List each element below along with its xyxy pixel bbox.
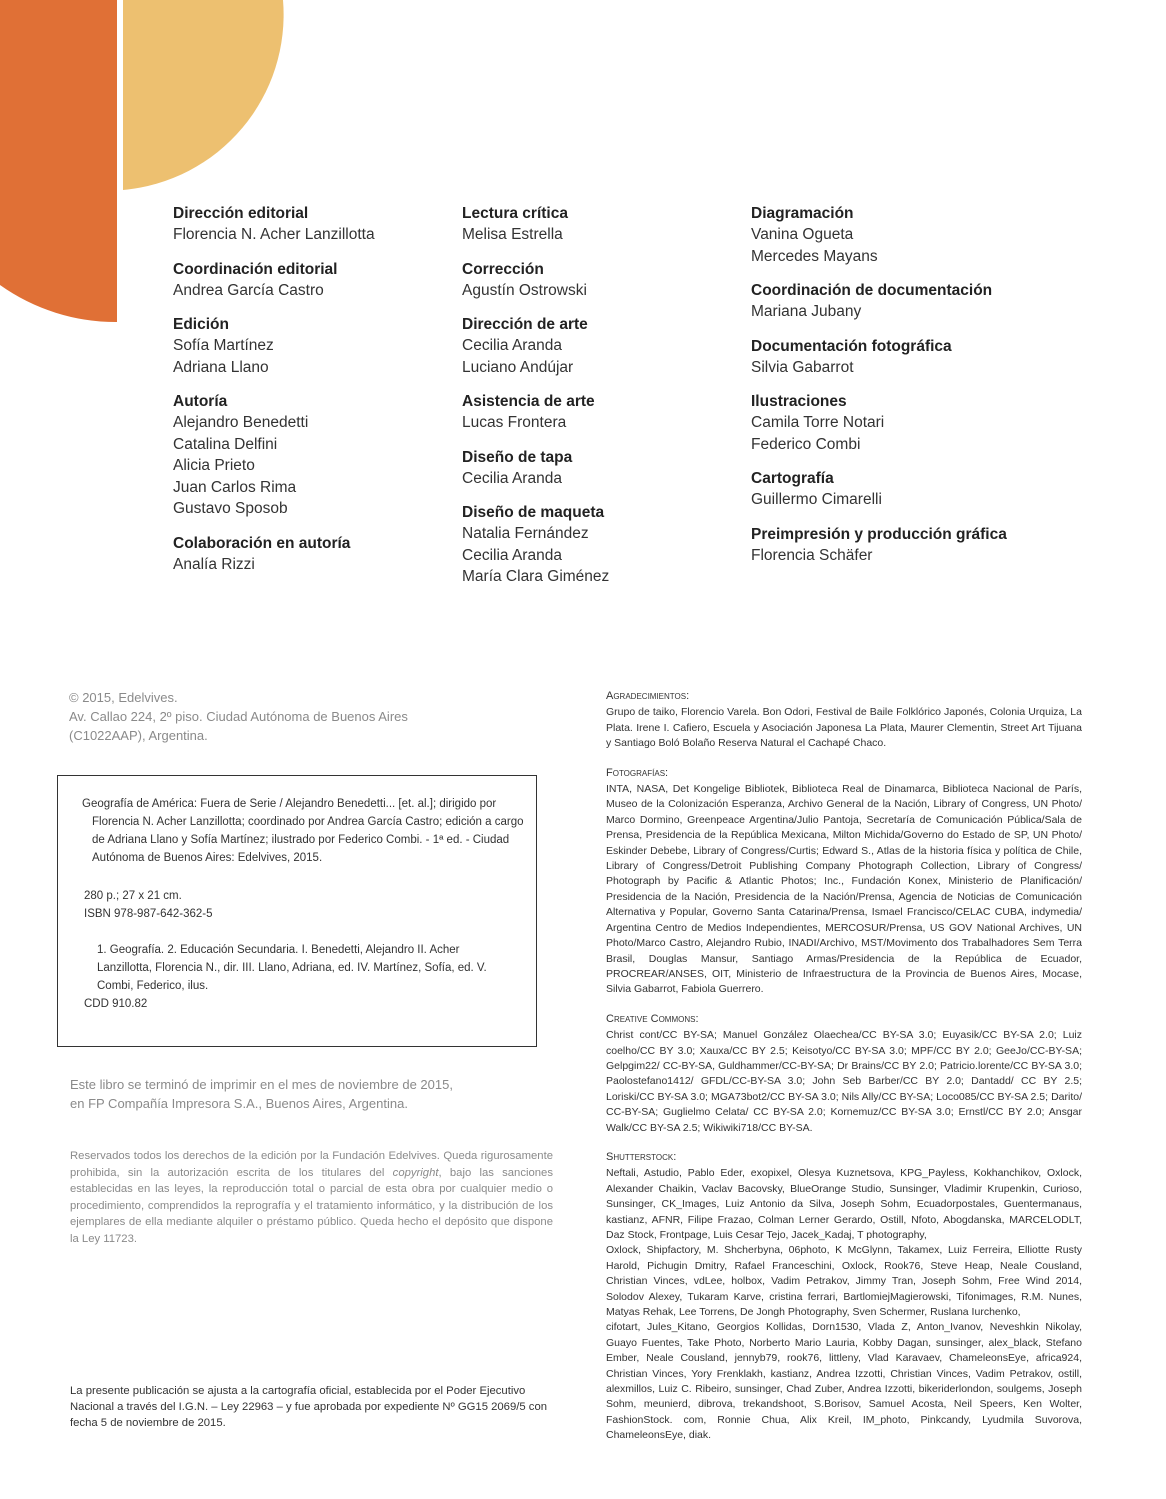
credit-role: Documentación fotográfica [751,337,952,355]
credit-role: Lectura crítica [462,205,568,222]
credit-name: Adriana Llano [173,358,269,376]
copyright-block [69,688,408,745]
credit-role: Preimpresión y producción gráfica [751,525,1007,543]
credit-role: Asistencia de arte [462,393,595,410]
section-heading: Shutterstock: [606,1150,677,1163]
catalog-cdd: CDD 910.82 [84,998,148,1010]
credits-column-3 [751,203,1051,579]
address-line: Av. Callao 224, 2º piso. Ciudad Autónoma de Buenos Aires [69,709,408,724]
section-heading: Creative Commons: [606,1012,699,1025]
credit-group [751,280,1051,323]
credit-name: Luciano Andújar [462,358,574,376]
credit-name: Vanina Ogueta [751,226,854,243]
rights-text-2: , bajo las sanciones establecidas en las leyes, la reproducción total o parcial de esta obra por cualquier medio o procedimiento, comprendidos la reprografía y el tratamiento informático, y la distribución de los ejemplares de ella mediante alquiler o préstamo público. Queda hecho el depósito que dispone la Ley 11723. [70,1166,553,1245]
credit-name: Federico Combi [751,435,861,453]
credit-role: Corrección [462,260,544,278]
credit-name: Lucas Frontera [462,414,567,431]
yellow-quarter-disc [123,0,284,190]
credit-group [462,391,742,434]
credit-group [173,203,453,246]
section-body: Christ cont/CC BY-SA; Manuel González Olaechea/CC BY-SA 3.0; Euyasik/CC BY-SA 2.0; Luiz coelho/CC BY 3.0; Xauxa/CC BY 2.5; Keisotyo/CC BY-SA 3.0; MPF/CC BY 2.0; GeeJo/CC-BY-SA; Gelpgim22/ CC-BY-SA, Guldhammer/CC-BY-SA; Dr Brains/CC BY 2.0; Patricio.lorente/CC BY-SA 3.0; Paolostefano1412/ GFDL/CC-BY-SA 3.0; John Seb Barber/CC BY 2.0; Dantadd/ CC BY 2.5; Loriski/CC BY-SA 3.0; MGA73bot2/CC BY-SA 3.0; Nils Ally/CC BY-SA; Loco085/CC BY-SA 2.5; Darito/ CC-BY-SA; Guglielmo Celata/ CC BY-SA 2.0; Kornemuz/CC BY-SA 3.0; Ernstl/CC BY 2.0; Ansgar Walk/CC BY-SA 2.5; Wikiwiki718/CC BY-SA. [606,1029,1082,1134]
credit-name: Florencia N. Acher Lanzillotta [173,226,375,243]
section-heading: Fotografías: [606,766,669,779]
copyright-line: © 2015, Edelvives. [69,690,178,705]
credit-role: Coordinación de documentación [751,282,993,299]
credit-group [462,502,742,588]
orange-half-disc [0,0,117,322]
credit-group [462,203,742,246]
section-body: cifotart, Jules_Kitano, Georgios Kollidas, Dorn1530, Vlada Z, Anton_Ivanov, Neveshkin Nikolay, Guayo Fuentes, Take Photo, Norberto Mario Lauria, Kobby Dagan, sunsinger, alex_black, Stefano Ember, Neale Cousland, jennyb79, rook76, littleny, Vlad Karavaev, ChameleonsEye, africa924, Christian Vinces, Yory Frenklakh, kastianz, Andrea Izzotti, Christian Vinces, Vadim Petrakov, ostill, alexmillos, Luiz C. Ribeiro, sunsinger, Chad Zuber, Andrea Izzotti, bikeriderlondon, soulgems, Joseph Sohm, meunierd, dibrova, trekandshoot, S.Borisov, Samuel Acosta, Neil Speers, Ken Wolter, FashionStock. com, Ronnie Chua, Alix Kreil, IM_photo, Pinkcandy, Lyudmila Suvorova, ChameleonsEye, diak. [606,1321,1082,1442]
credit-group [751,468,1051,511]
section-body: Grupo de taiko, Florencio Varela. Bon Odori, Festival de Baile Folklórico Japonés, Colonia Urquiza, La Plata. Irene I. Cafiero, Escuela y Asociación Japonesa La Plata, Maurer Clementin, Street Art Tijuana y Santiago Boló Bolaño Reserva Natural el Cachapé Chaco. [606,706,1082,750]
credit-role: Coordinación editorial [173,260,338,278]
credit-role: Edición [173,316,229,333]
credit-group [173,533,453,576]
credit-name: Natalia Fernández [462,525,589,542]
credit-name: Gustavo Sposob [173,500,288,517]
section-body: Neftali, Astudio, Pablo Eder, exopixel, Olesya Kuznetsova, KPG_Payless, Kokhanchikov, Oxlock, Alexander Chaikin, Vaclav Bacovsky, BlueOrange Studio, Sunsinger, Vladimir Krupenkin, Curioso, Sunsinger, CK_Images, Luiz Antonio da Silva, Joseph Sohm, Ecuadorpostales, Guentermanaus, kastianz, AFNR, Filipe Frazao, Colman Lerner Gerardo, Ostill, Nfoto, Abogdanska, MARCELODLT, Daz Stock, Frontpage, Luis Cesar Tejo, Jacek_Kadaj, T photography, [606,1167,1082,1241]
credit-group [462,314,742,378]
credit-group [173,314,453,378]
credit-role: Dirección de arte [462,316,588,333]
credits-column-1 [173,203,453,588]
shutterstock-section [606,1150,1082,1444]
credit-role: Diseño de tapa [462,448,573,466]
agradecimientos-section [606,689,1082,752]
section-body: INTA, NASA, Det Kongelige Bibliotek, Biblioteca Real de Dinamarca, Biblioteca Nacional de París, Museo de la Colonización Esperanza, Archivo General de la Nación, Library of Congress, UN Photo/ Marco Dormino, Greenpeace Argentina/Julio Pantoja, Secretaría de Comunicación Pública/Sala de Prensa, Presidencia de la República Mexicana, Milton Michida/Governo do Estado de SP, UN Photo/ Eskinder Debebe, Library of Congress/Curtis; Edward S., Atlas de la historia física y política de Chile, Library of Congress/Detroit Publishing Company Photograph Collection, Library of Congress/ Photograph by Pacific & Atlantic Photos; Inc., Fundación Konex, Ministerio de Planificación/ Presidencia de la Nación, Presidencia de la Nación/Prensa, Agencia de Noticias de Comunicación Alternativa y Popular, Governo Santa Catarina/Prensa, Ismael Francisco/CELAC CUBA, indymedia/ Argentina Centro de Medios Independientes, MERCOSUR/Prensa, US GOV National Archives, UN Photo/Marco Castro, Alejandro Rubio, INADI/Archivo, MST/Movimento dos Trabalhadores Sem Terra Brasil, Douglas Mansur, Santiago Armas/Presidencia de la República de Ecuador, PROCREAR/ANSES, OIT, Ministerio de Infraestructura de la Provincia de Buenos Aires, Mocase, Silvia Gabarrot, Fabiola Guerrero. [606,783,1082,996]
catalog-title: Geografía de América: Fuera de Serie / Alejandro Benedetti... [et. al.]; dirigido por Florencia N. Acher Lanzillotta; coordinado por Andrea García Castro; edición a cargo de Adriana Llano y Sofía Martínez; ilustrado por Federico Combi. - 1ª ed. - Ciudad Autónoma de Buenos Aires: Edelvives, 2015. [82,798,524,864]
printing-line-1: Este libro se terminó de imprimir en el mes de noviembre de 2015, [70,1077,453,1092]
credit-name: Sofía Martínez [173,337,274,354]
credit-name: Melisa Estrella [462,226,563,243]
fotografias-section [606,766,1082,998]
credit-group [751,391,1051,455]
credit-name: Cecilia Aranda [462,469,562,487]
credits-column-2 [462,203,742,601]
rights-copyright-word: copyright [392,1166,439,1179]
credit-role: Diseño de maqueta [462,504,605,521]
credit-name: Mercedes Mayans [751,247,878,265]
credit-role: Dirección editorial [173,205,309,222]
credit-name: Juan Carlos Rima [173,478,297,496]
credit-role: Diagramación [751,205,854,222]
credit-group [751,336,1051,379]
rights-text-1: Reservados todos los derechos de la edición por la Fundación Edelvives. Queda rigurosamente prohibida, sin la autorización escrita de los titulares del [70,1150,553,1179]
credit-name: Mariana Jubany [751,303,862,320]
cartography-note: La presente publicación se ajusta a la cartografía oficial, establecida por el Poder Ejecutivo Nacional a través del I.G.N. – Ley 22963 – y fue aprobada por expediente Nº GG15 2069/5 con fecha 5 de noviembre de 2015. [70,1385,548,1430]
credit-group [462,447,742,490]
credit-group [751,524,1051,567]
catalog-pages: 280 p.; 27 x 21 cm. [84,890,182,902]
printing-note [70,1075,550,1113]
credit-name: Silvia Gabarrot [751,358,854,376]
credit-name: Alejandro Benedetti [173,414,309,431]
printing-line-2: en FP Compañía Impresora S.A., Buenos Aires, Argentina. [70,1096,408,1111]
rights-notice [70,1148,553,1248]
credit-role: Autoría [173,393,228,410]
credit-name: Andrea García Castro [173,281,324,299]
credit-role: Ilustraciones [751,393,847,410]
credit-name: Guillermo Cimarelli [751,491,882,508]
credit-name: Catalina Delfini [173,435,278,453]
credit-group [462,259,742,302]
credit-group [173,259,453,302]
credit-role: Cartografía [751,470,834,487]
catalog-physical [84,887,213,923]
credit-name: Cecilia Aranda [462,546,562,564]
postal-line: (C1022AAP), Argentina. [69,728,208,743]
section-heading: Agradecimientos: [606,690,690,702]
section-body: Oxlock, Shipfactory, M. Shcherbyna, 06photo, K McGlynn, Takamex, Luiz Ferreira, Elliotte Rusty Harold, Pichugin Dmitry, Rafael Franceschini, Oxlock, Rook76, Steve Heap, Neale Cousland, Christian Vinces, vdLee, holbox, Vadim Petrakov, Jimmy Tran, Joseph Sohm, Free Wind 2014, Solodov Alexey, Tukaram Karve, cristina ferrari, BartlomiejMagierowski, Tifonimages, R.M. Nunes, Matyas Rehak, Lee Torrens, De Jongh Photography, Sven Schermer, Ruslana Iurchenko, [606,1244,1082,1319]
acknowledgements-column [606,689,1082,1458]
credit-group [751,203,1051,267]
credit-group [173,391,453,520]
credit-name: Cecilia Aranda [462,337,562,354]
credit-role: Colaboración en autoría [173,534,351,552]
catalog-subjects-block [84,941,514,1013]
credit-name: Agustín Ostrowski [462,281,587,299]
credit-name: Alicia Prieto [173,457,255,474]
credit-name: Analía Rizzi [173,555,255,573]
catalog-isbn: ISBN 978-987-642-362-5 [84,908,213,920]
credit-name: Camila Torre Notari [751,414,885,431]
creative-commons-section [606,1012,1082,1136]
credit-name: María Clara Giménez [462,568,610,585]
catalog-subjects: 1. Geografía. 2. Educación Secundaria. I. Benedetti, Alejandro II. Acher Lanzillotta, Florencia N., dir. III. Llano, Adriana, ed. IV. Martínez, Sofía, ed. V. Combi, Federico, ilus. [97,944,487,992]
cataloging-box [57,775,537,1047]
credit-name: Florencia Schäfer [751,546,873,564]
